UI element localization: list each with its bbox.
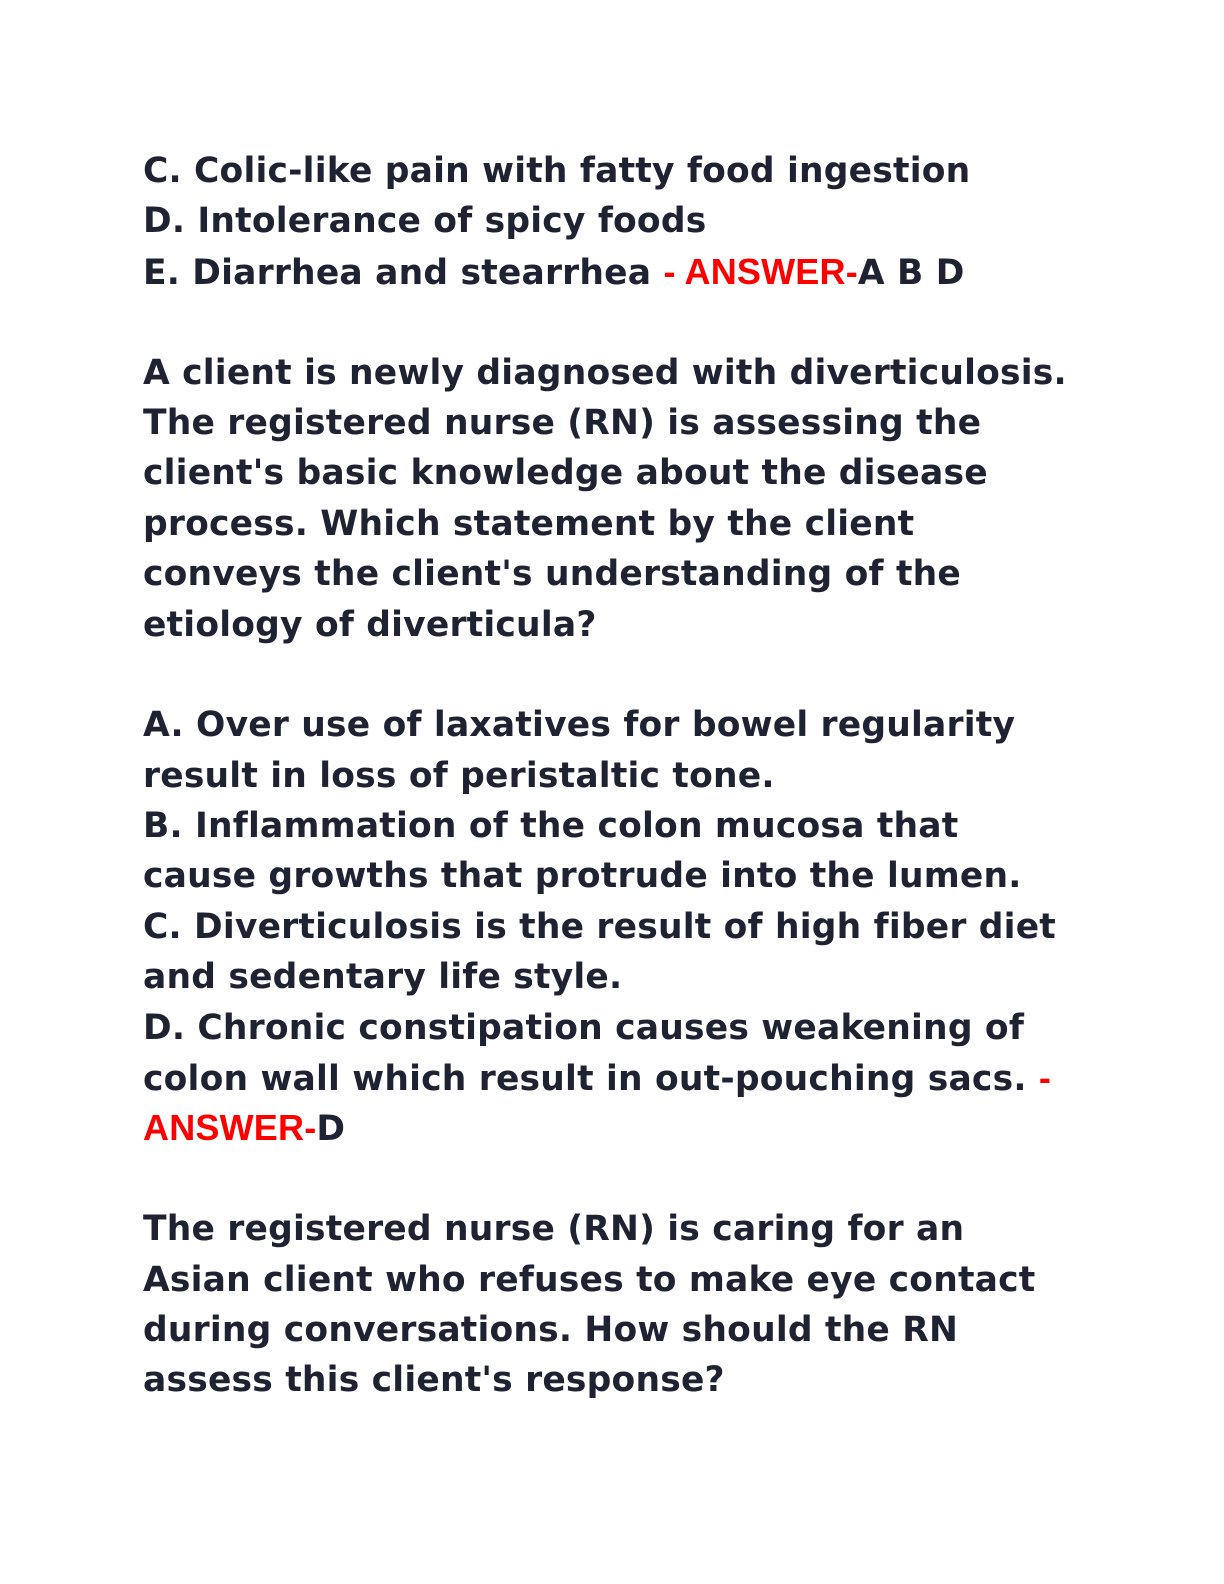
question-line: The registered nurse (RN) is caring for an <box>143 1209 965 1250</box>
question-line: etiology of diverticula? <box>143 604 597 645</box>
answer-dash: - <box>1038 1057 1052 1099</box>
question-line: process. Which statement by the client <box>143 503 915 544</box>
option-d-line: D. Intolerance of spicy foods <box>143 201 707 242</box>
question-line: Asian client who refuses to make eye contact <box>143 1259 1036 1300</box>
answer-value: A B D <box>857 252 965 293</box>
question-line: The registered nurse (RN) is assessing the <box>143 402 982 443</box>
option-line: D. Chronic constipation causes weakening of <box>143 1007 1025 1048</box>
answer-value: D <box>316 1109 346 1150</box>
answer-marker: - ANSWER- <box>663 250 858 292</box>
spacer <box>143 297 1103 347</box>
question-line: A client is newly diagnosed with diverticulosis. <box>143 352 1067 393</box>
option-line: result in loss of peristaltic tone. <box>143 755 775 796</box>
option-line <box>143 1053 1103 1103</box>
option-text: colon wall which result in out-pouching sacs. <box>143 1059 1039 1100</box>
document-body <box>143 146 1103 1406</box>
spacer <box>143 650 1103 700</box>
option-e-line <box>143 247 1103 297</box>
answer-marker: ANSWER- <box>143 1107 317 1149</box>
spacer <box>143 1154 1103 1204</box>
question-line: during conversations. How should the RN <box>143 1309 959 1350</box>
option-line: cause growths that protrude into the lumen. <box>143 856 1022 897</box>
option-line: and sedentary life style. <box>143 957 623 998</box>
question-line: conveys the client's understanding of the <box>143 554 962 595</box>
question-line: assess this client's response? <box>143 1360 725 1401</box>
option-e-text: E. Diarrhea and stearrhea <box>143 252 664 293</box>
option-c-line: C. Colic-like pain with fatty food ingestion <box>143 151 971 191</box>
option-line: C. Diverticulosis is the result of high fiber diet <box>143 906 1056 947</box>
option-line: B. Inflammation of the colon mucosa that <box>143 806 959 847</box>
answer-line <box>143 1103 1103 1153</box>
option-line: A. Over use of laxatives for bowel regularity <box>143 705 1016 746</box>
question-line: client's basic knowledge about the disease <box>143 453 988 494</box>
